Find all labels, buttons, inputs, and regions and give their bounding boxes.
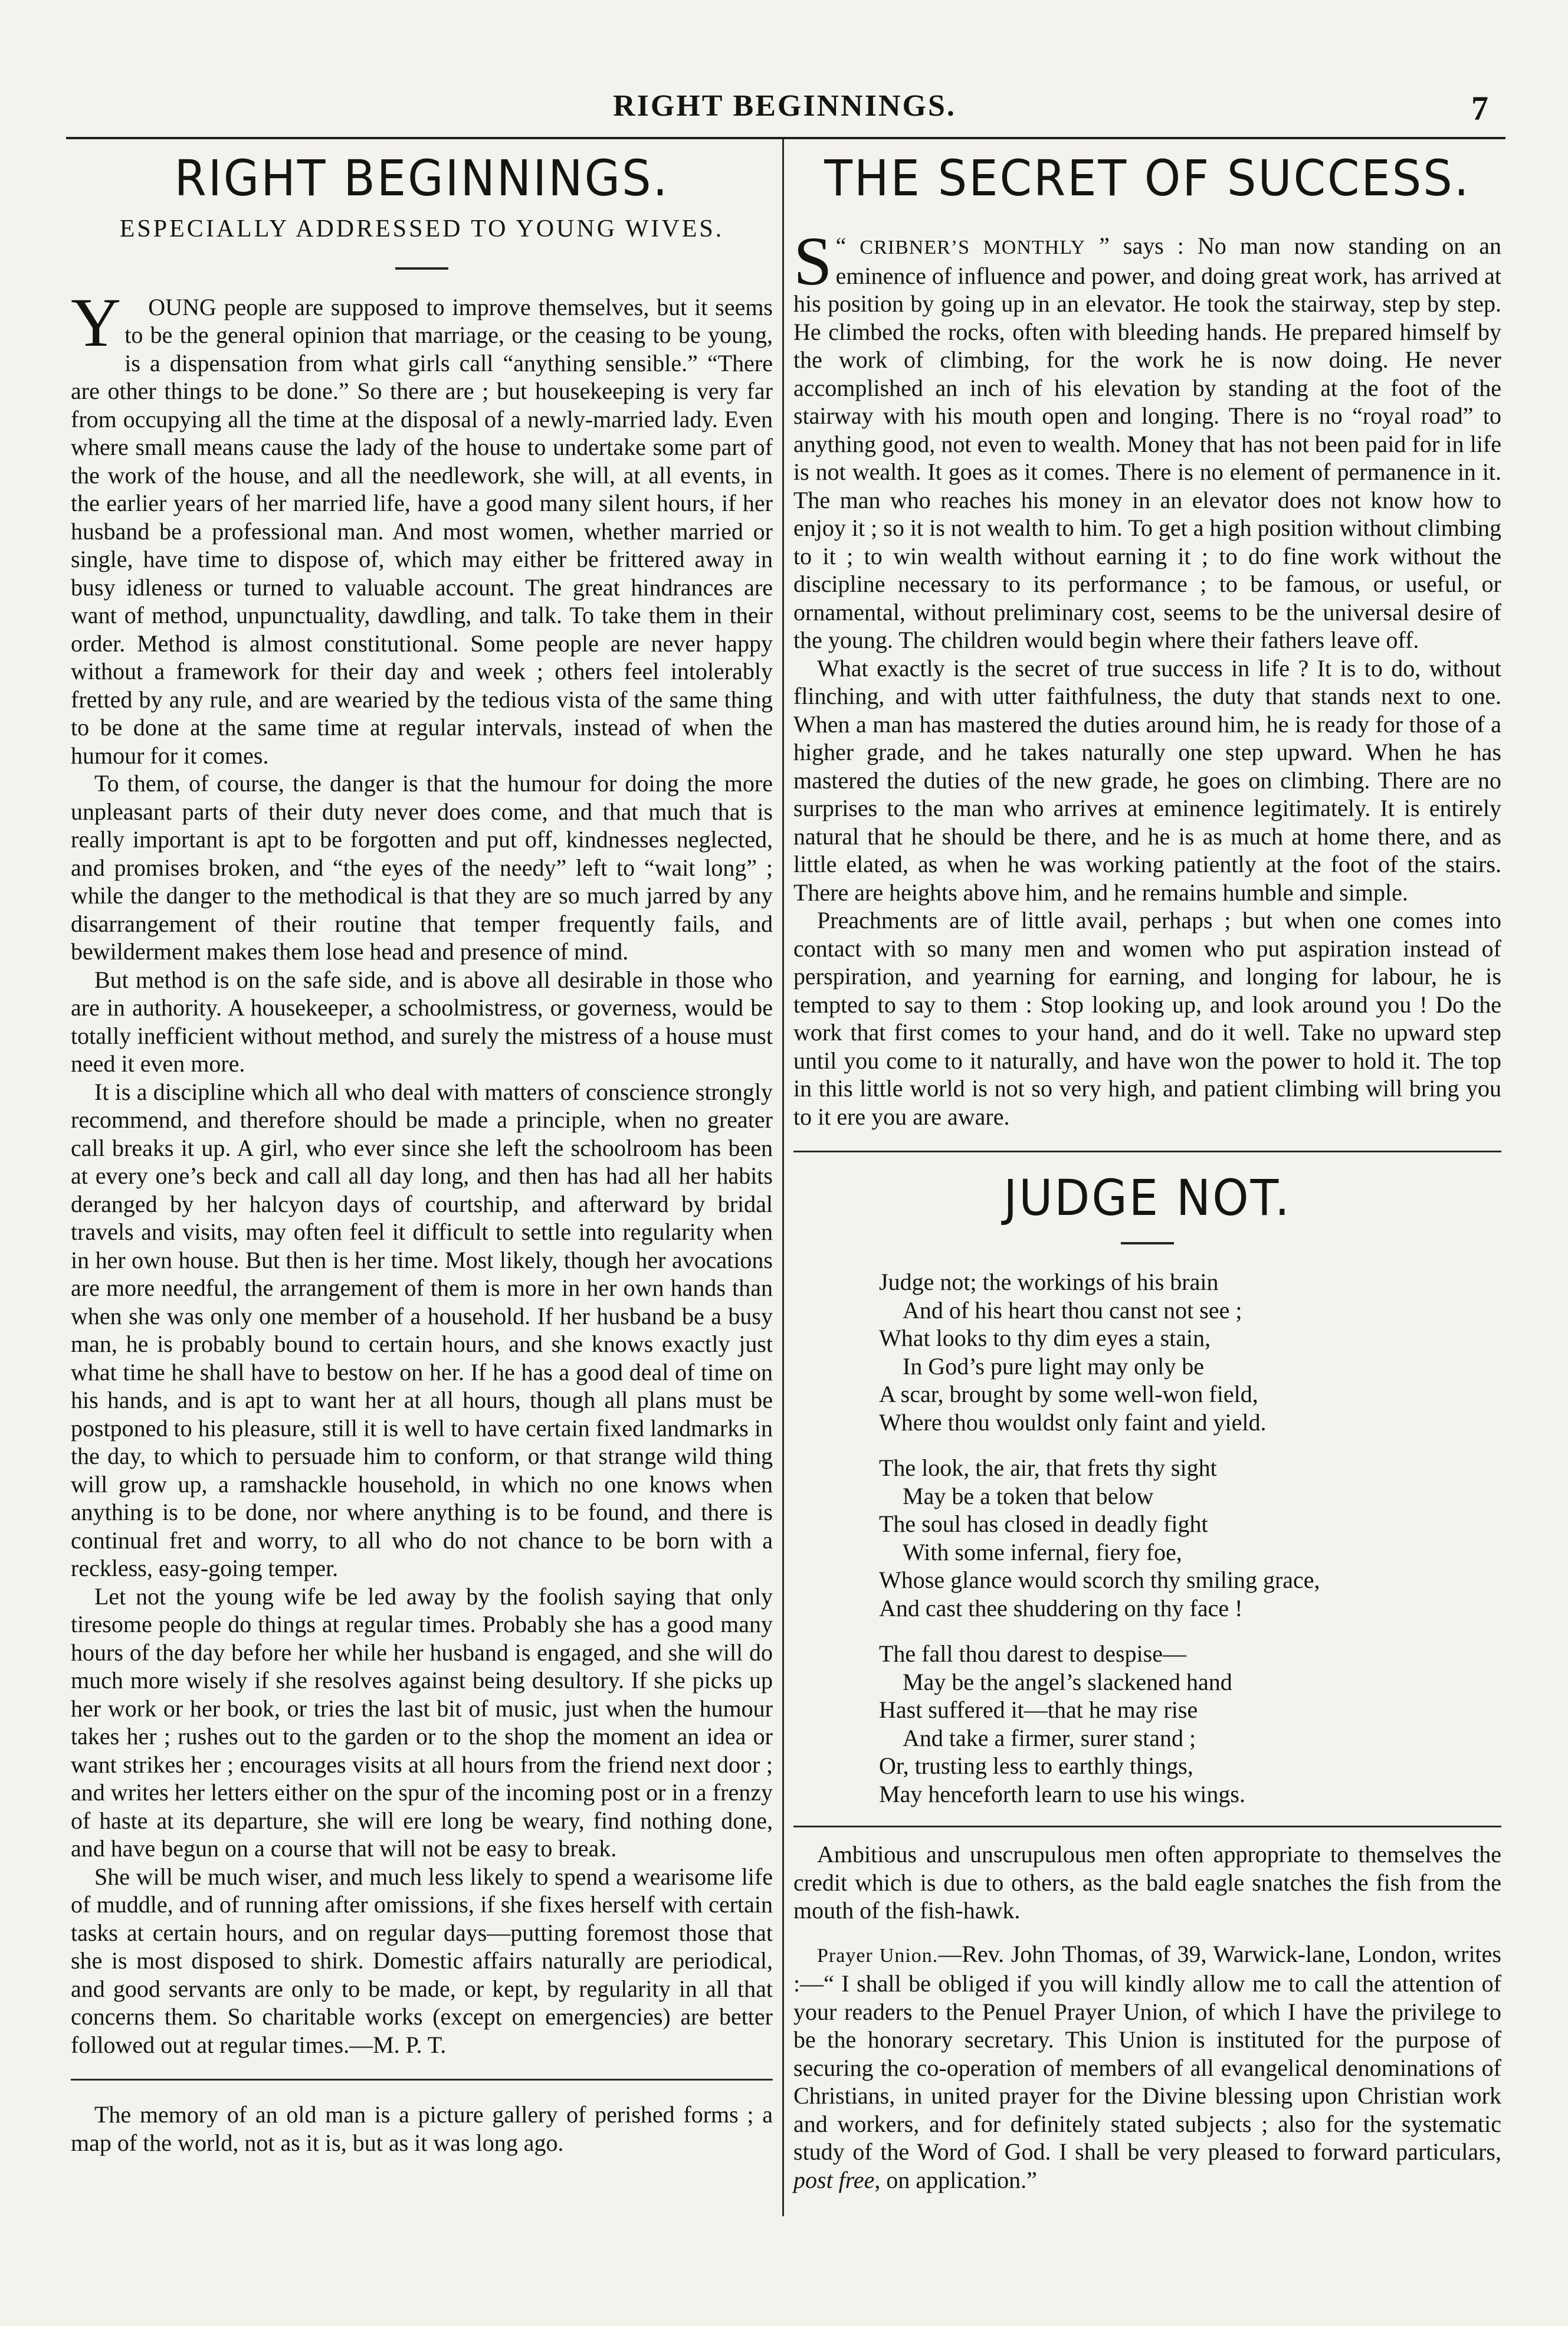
page-number: 7 [1471,89,1488,127]
poem-stanza: The look, the air, that frets thy sight May be a token that below The soul has closed in deadly fight With some infernal, fiery foe, Whose glance would scorch thy smiling grace, And cast thee shuddering on thy face ! [879,1454,1320,1621]
filler-paragraph: The memory of an old man is a picture gallery of perished forms ; a map of the world, not as it is, but as it was long ago. [71,2101,773,2156]
column-rule [782,139,784,2216]
section-rule [793,1826,1501,1827]
poem-title: JUDGE NOT. [1003,1169,1291,1227]
poem-stanza: The fall thou darest to despise— May be the angel’s slackened hand Hast suffered it—that he may rise And take a firmer, surer stand ; Or, trusting less to earthly things, May henceforth learn to use his wings. [879,1640,1245,1807]
article-title: THE SECRET OF SUCCESS. [824,150,1471,208]
notice-paragraph: Prayer Union.—Rev. John Thomas, of 39, Warwick-lane, London, writes :—“ I shall be obliged if you will kindly allow me to call the attention of your readers to the Penuel Prayer Union, of which I have the privilege to be the honorary secretary. This Union is instituted for the purpose of securing the co-operation of members of all evangelical denominations of Christians, in united prayer for the Divine blessing upon Christian work and workers, and for definitely stated subjects ; also for the systematic study of the Word of God. I shall be very pleased to forward particulars, post free, on application.” [793,1940,1501,2193]
poem-stanza: Judge not; the workings of his brain And of his heart thou canst not see ; What looks to thy dim eyes a stain, In God’s pure light may only be A scar, brought by some well-won field, Where thou wouldst only faint and yield. [879,1269,1267,1436]
right-column [793,150,1501,2194]
article-paragraph: Let not the young wife be led away by the foolish saying that only tiresome people do things at regular times. Probably she has a good many hours of the day before her while her husband is engaged, and she will do much more wisely if she resolves against being desultory. If she picks up her work or her book, or tries the last bit of music, just when the humour takes her ; rushes out to the garden or to the shop the moment an idea or want strikes her ; encourages visits at all hours from the friend next door ; and writes her letters either on the spur of the incoming post or in a frenzy of haste at its departure, she will ere long be weary, find nothing done, and have begun on a course that will not be easy to break. [71,1583,773,1862]
article-paragraph: Preachments are of little avail, perhaps ; but when one comes into contact with so many men and women who put aspiration instead of perspiration, and yearning for earning, and longing for labour, he is tempted to say to them : Stop looking up, and look around you ! Do the work that first comes to your hand, and do it well. Take no upward step until you come to it naturally, and have won the power to hold it. The top in this little world is not so very high, and patient climbing will bring you to it ere you are aware. [793,907,1501,1130]
article-paragraph: It is a discipline which all who deal with matters of conscience strongly recommend, and therefore should be made a principle, when no greater call breaks it up. A girl, who ever since she left the schoolroom has been at every one’s beck and call all day long, and then has had all her habits deranged by her halcyon days of courtship, and afterward by bridal travels and visits, may often feel it difficult to settle into regularity when in her own house. But then is her time. Most likely, though her avocations are more needful, the arrangement of them is more in her own hands than when she was only one member of a household. If her husband be a busy man, he is probably bound to certain hours, and she knows exactly just what time he shall have to bestow on her. If he has a good deal of time on his hands, and is apt to want her at all hours, though all plans must be postponed to his pleasure, still it is well to have certain fixed landmarks in the day, to which to persuade him to conform, or that strange wild thing will grow up, a ramshackle household, in which no one knows when anything is to be done, nor where anything is to be found, and there is continual fret and worry, to all who do not chance to be born with a reckless, easy-going temper. [71,1078,773,1581]
title-rule [395,267,448,270]
running-head: RIGHT BEGINNINGS. [613,89,956,123]
filler-paragraph: Ambitious and unscrupulous men often appropriate to themselves the credit which is due to others, as the bald eagle snatches the fish from the mouth of the fish-hawk. [793,1841,1501,1924]
section-rule [71,2079,773,2081]
article-subtitle: ESPECIALLY ADDRESSED TO YOUNG WIVES. [119,215,724,243]
article-title: RIGHT BEGINNINGS. [174,150,670,208]
poem [879,1268,1501,1808]
left-column [71,150,773,2157]
header-rule [66,137,1505,139]
article-paragraph: To them, of course, the danger is that the humour for doing the more unpleasant parts of their duty never does come, and that much that is really important is apt to be forgotten and put off, kindnesses neglected, and promises broken, and “the eyes of the needy” left to “wait long” ; while the danger to the methodical is that they are so much jarred by any disarrangement of their routine that temper frequently fails, and bewilderment makes them lose head and presence of mind. [71,770,773,965]
article-paragraph: She will be much wiser, and much less likely to spend a wearisome life of muddle, and of running after omissions, if she fixes herself with certain tasks at certain hours, and on regular days—putting foremost those that she is most disposed to shirk. Domestic affairs naturally are periodical, and good servants are only to be made, or kept, by regularity in all that concerns them. So charitable works (except on emergencies) are better followed out at regular times.—M. P. T. [71,1863,773,2058]
title-rule [1121,1242,1174,1244]
notice-label: Prayer Union. [817,1944,939,1967]
section-rule [793,1151,1501,1152]
drop-cap: Y [71,283,122,361]
article-paragraph: “ S CRIBNER’S MONTHLY ” says : No man now standing on an eminence of influence and power, and doing great work, has arrived at his position by going up in an elevator. He took the stairway, step by step. He climbed the rocks, often with bleeding hands. He prepared himself by the work of climbing, for the work he is now doing. He never accomplished an inch of his elevation by standing at the foot of the stairway with his mouth open and longing. There is no “royal road” to anything good, not even to wealth. Money that has not been paid for in life is not wealth. It goes as it comes. There is no element of permanence in it. The man who reaches his money in an elevator does not know how to enjoy it ; so it is not wealth to him. To get a high position without climbing to it ; to win wealth without earning it ; to do fine work without the discipline necessary to its performance ; to be famous, or useful, or ornamental, without preliminary cost, seems to be the universal desire of the young. The children would begin where their fathers leave off. [793,222,1501,653]
article-paragraph: Y OUNG people are supposed to improve themselves, but it seems to be the general opinion that marriage, or the ceasing to be young, is a dispensation from what girls call “anything sensible.” “There are other things to be done.” So there are ; but housekeeping is very far from occupying all the time at the disposal of a newly-married lady. Even where small means cause the lady of the house to undertake some part of the work of the house, and all the needlework, she will, at all events, in the earlier years of her married life, have a good many silent hours, if her husband be a professional man. And most women, whether married or single, have time to dispose of, which may either be frittered away in busy idleness or turned to valuable account. The great hindrances are want of method, unpunctuality, dawdling, and talk. To take them in their order. Method is almost constitutional. Some people are never happy without a framework for their day and week ; others feel intolerably fretted by any rule, and are wearied by the tedious vista of the same thing to be done at the same time at regular intervals, instead of when the humour for it comes. [71,293,773,770]
article-paragraph: What exactly is the secret of true success in life ? It is to do, without flinching, and with utter faithfulness, the duty that stands next to one. When a man has mastered the duties around him, he is ready for those of a higher grade, and he takes naturally one step upward. When he has mastered the duties of the new grade, he goes on climbing. There are no surprises to the man who arrives at eminence legitimately. It is entirely natural that he should be there, and he is as much at home there, and as little elated, as when he was working patiently at the foot of the stairs. There are heights above him, and he remains humble and simple. [793,654,1501,906]
drop-cap: S [793,222,832,300]
article-paragraph: But method is on the safe side, and is above all desirable in those who are in authority. A housekeeper, a schoolmistress, or governess, would be totally inefficient without method, and surely the mistress of a house must need it even more. [71,966,773,1077]
